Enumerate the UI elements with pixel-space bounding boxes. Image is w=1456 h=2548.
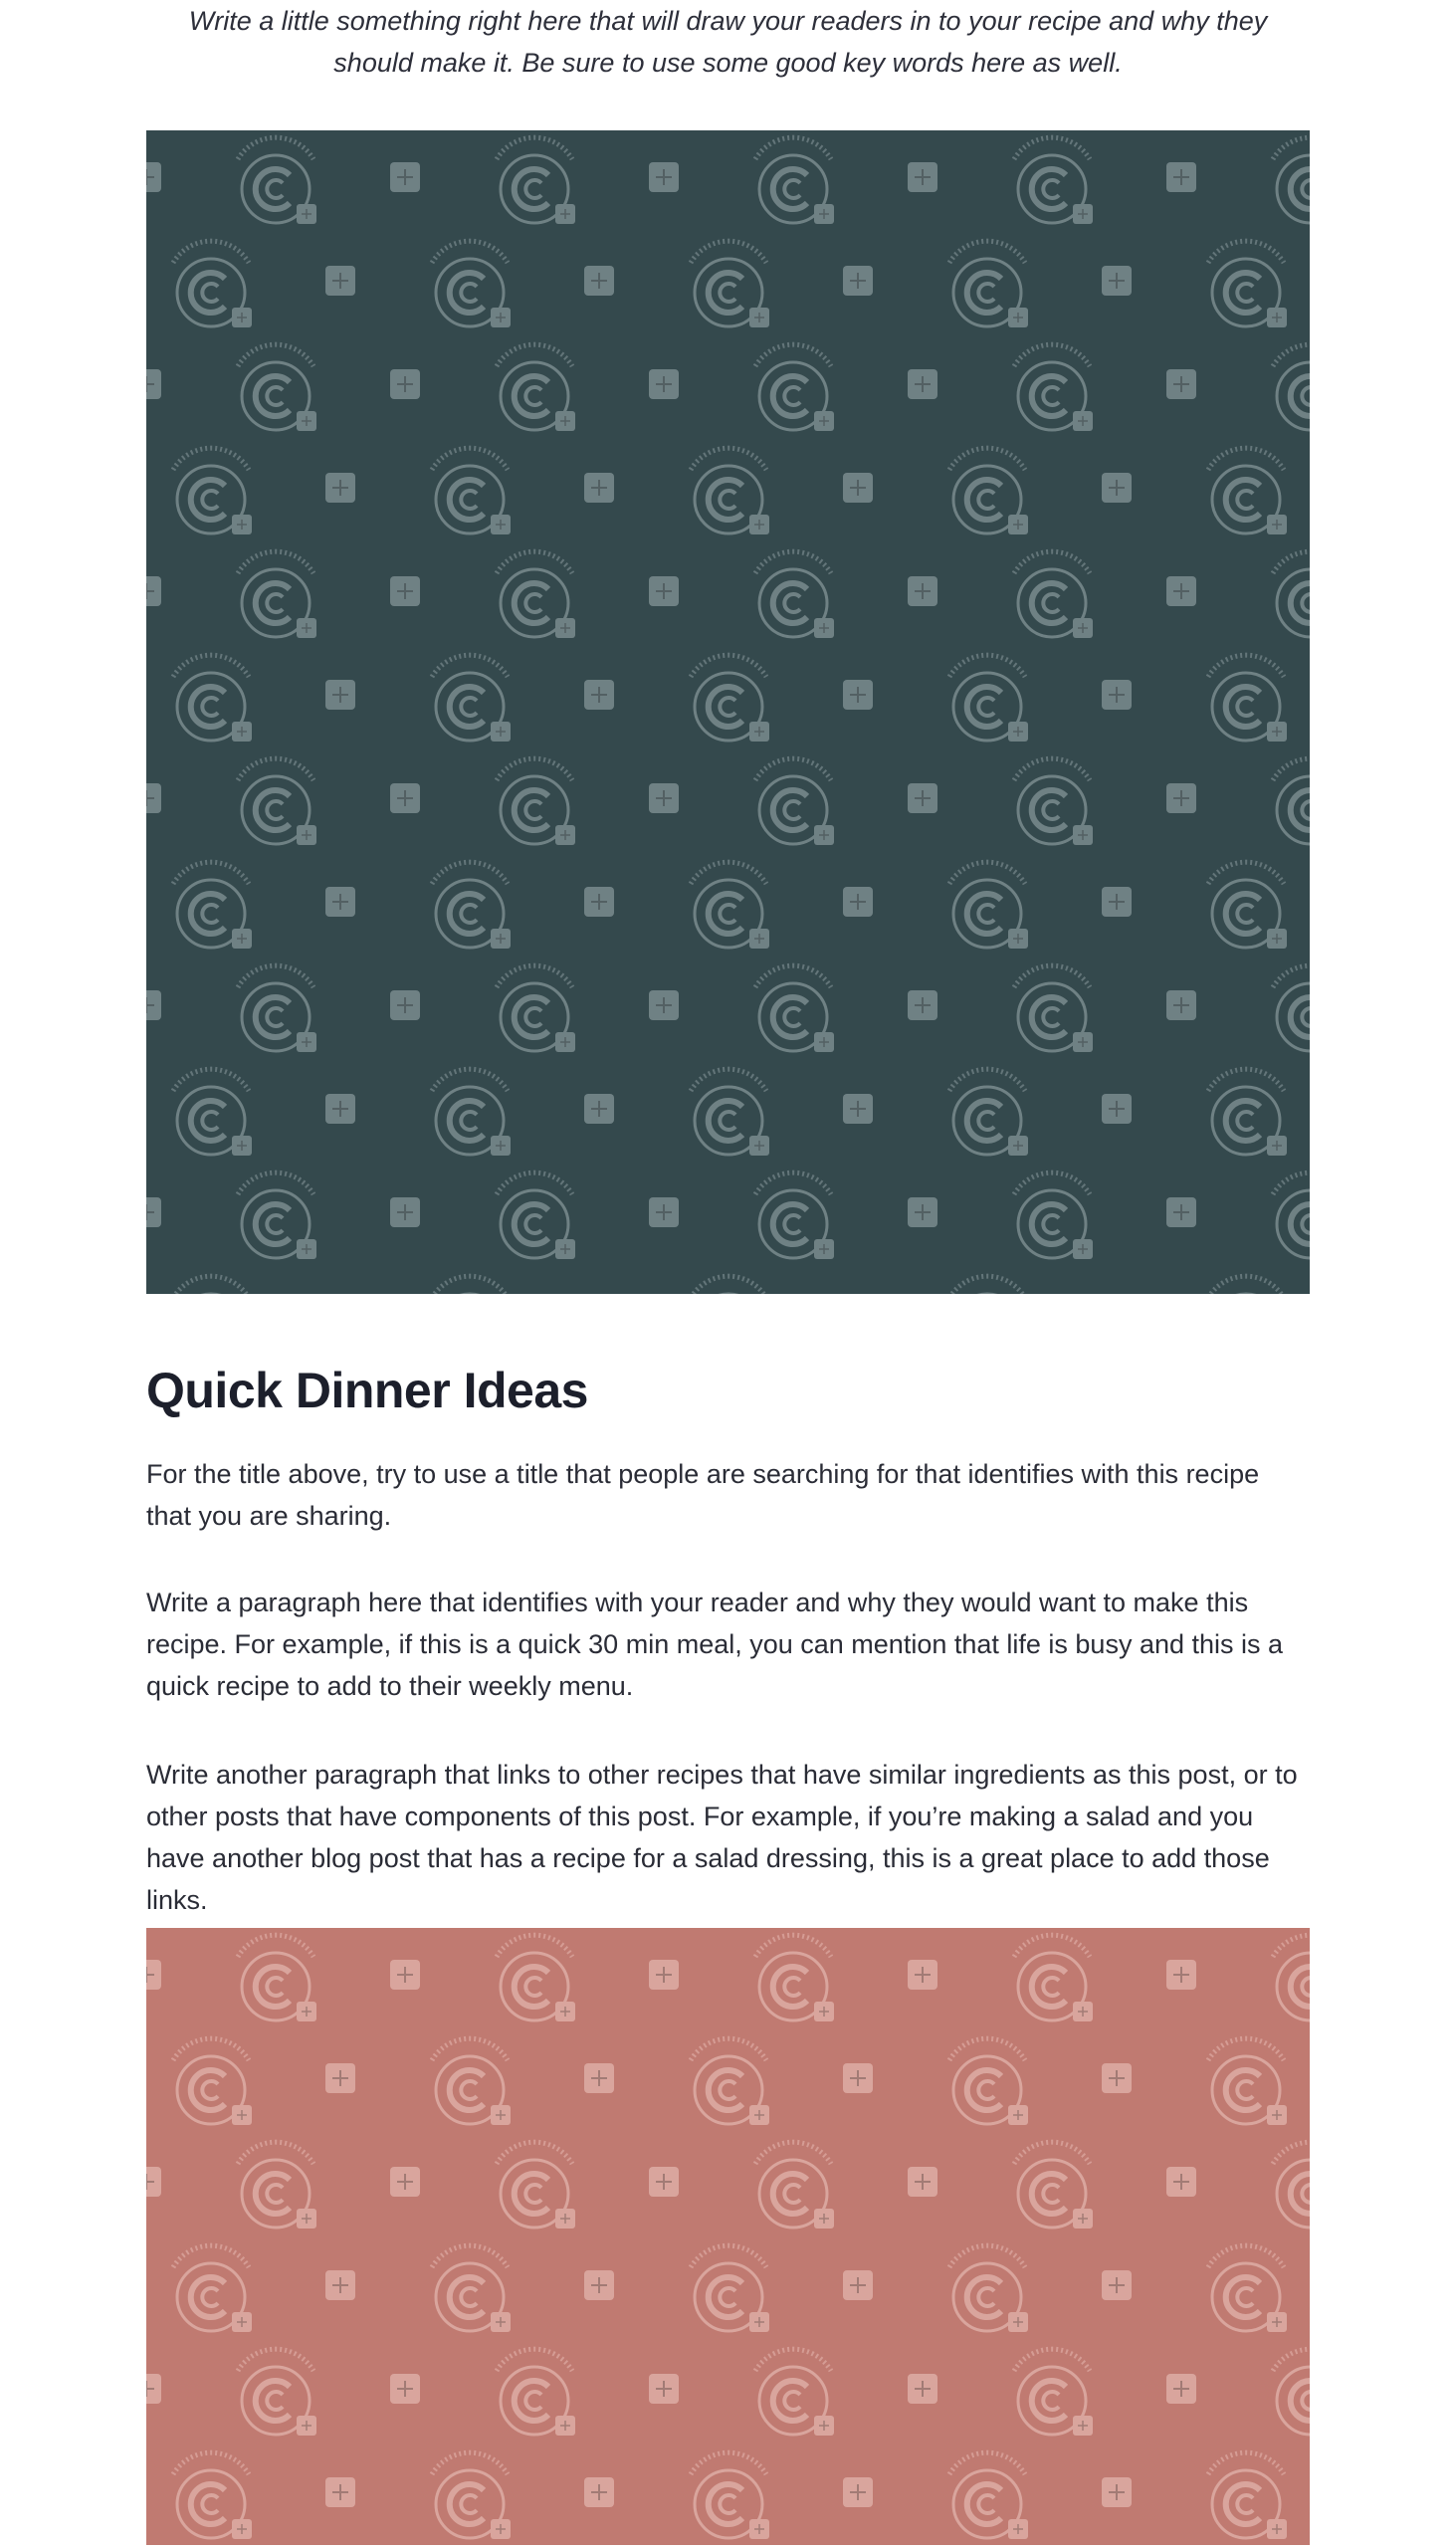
plus-square-icon	[908, 576, 937, 606]
plus-square-icon	[649, 576, 679, 606]
plus-square-icon	[390, 783, 420, 813]
plus-square-icon	[390, 1960, 420, 1990]
plus-square-icon	[843, 887, 873, 917]
plus-square-icon	[649, 1197, 679, 1227]
plus-square-icon	[584, 887, 614, 917]
plus-square-icon	[908, 1197, 937, 1227]
plus-square-icon	[584, 473, 614, 503]
plus-square-icon	[649, 2167, 679, 2197]
plus-square-icon	[325, 680, 355, 710]
plus-square-icon	[146, 1960, 161, 1990]
plus-square-icon	[325, 473, 355, 503]
plus-square-icon	[843, 266, 873, 296]
plus-square-icon	[1166, 2374, 1196, 2404]
plus-square-icon	[908, 990, 937, 1020]
watermark-pattern	[146, 1928, 1310, 2545]
plus-square-icon	[390, 990, 420, 1020]
plus-square-icon	[584, 266, 614, 296]
recipe-image-placeholder-1	[146, 130, 1310, 1294]
plus-square-icon	[146, 783, 161, 813]
watermark-pattern	[146, 130, 1310, 1294]
plus-square-icon	[908, 162, 937, 192]
plus-square-icon	[843, 680, 873, 710]
plus-square-icon	[584, 1094, 614, 1124]
plus-square-icon	[146, 369, 161, 399]
plus-square-icon	[649, 2374, 679, 2404]
plus-square-icon	[390, 1197, 420, 1227]
recipe-intro-text: Write a little something right here that will draw your readers in to your recipe and why they should make it. Be sure to use some good key words here as well.	[188, 6, 1268, 78]
plus-square-icon	[325, 887, 355, 917]
plus-square-icon	[325, 266, 355, 296]
plus-square-icon	[649, 369, 679, 399]
plus-square-icon	[1102, 680, 1132, 710]
plus-square-icon	[1166, 783, 1196, 813]
plus-square-icon	[1102, 266, 1132, 296]
plus-square-icon	[146, 990, 161, 1020]
plus-square-icon	[146, 2374, 161, 2404]
plus-square-icon	[1166, 1960, 1196, 1990]
plus-square-icon	[1166, 162, 1196, 192]
plus-square-icon	[1166, 576, 1196, 606]
paragraph-links-tip: Write another paragraph that links to other recipes that have similar ingredients as this post, or to other posts that have components of this post. For example, if you’re making a salad and you have another blog post that has a recipe for a salad dressing, this is a great place to add those links.	[146, 1760, 1298, 1915]
plus-square-icon	[390, 369, 420, 399]
plus-square-icon	[325, 2477, 355, 2507]
plus-square-icon	[325, 1094, 355, 1124]
plus-square-icon	[584, 2063, 614, 2093]
paragraph-reader-tip: Write a paragraph here that identifies with your reader and why they would want to make this recipe. For example, if this is a quick 30 min meal, you can mention that life is busy and this is a quick recipe to add to their weekly menu.	[146, 1588, 1284, 1701]
plus-square-icon	[649, 1960, 679, 1990]
plus-square-icon	[1166, 990, 1196, 1020]
plus-square-icon	[390, 576, 420, 606]
plus-square-icon	[325, 2270, 355, 2300]
plus-square-icon	[584, 2477, 614, 2507]
plus-square-icon	[1102, 2063, 1132, 2093]
plus-square-icon	[843, 2063, 873, 2093]
plus-square-icon	[1166, 2167, 1196, 2197]
plus-square-icon	[908, 2374, 937, 2404]
plus-square-icon	[390, 2167, 420, 2197]
plus-square-icon	[390, 162, 420, 192]
plus-square-icon	[584, 680, 614, 710]
plus-square-icon	[843, 2270, 873, 2300]
plus-square-icon	[146, 576, 161, 606]
section-heading: Quick Dinner Ideas	[146, 1363, 588, 1418]
plus-square-icon	[584, 2270, 614, 2300]
plus-square-icon	[146, 162, 161, 192]
plus-square-icon	[325, 2063, 355, 2093]
plus-square-icon	[908, 2167, 937, 2197]
plus-square-icon	[649, 783, 679, 813]
plus-square-icon	[843, 2477, 873, 2507]
plus-square-icon	[146, 1197, 161, 1227]
recipe-image-placeholder-2	[146, 1928, 1310, 2545]
plus-square-icon	[1102, 473, 1132, 503]
plus-square-icon	[1102, 2270, 1132, 2300]
plus-square-icon	[146, 2167, 161, 2197]
paragraph-title-tip: For the title above, try to use a title that people are searching for that identifies with this recipe that you are sharing.	[146, 1459, 1260, 1531]
plus-square-icon	[1166, 1197, 1196, 1227]
plus-square-icon	[908, 369, 937, 399]
plus-square-icon	[843, 1094, 873, 1124]
plus-square-icon	[908, 783, 937, 813]
plus-square-icon	[649, 990, 679, 1020]
image-background	[146, 130, 1310, 1294]
plus-square-icon	[843, 473, 873, 503]
plus-square-icon	[649, 162, 679, 192]
plus-square-icon	[1166, 369, 1196, 399]
plus-square-icon	[1102, 887, 1132, 917]
plus-square-icon	[1102, 1094, 1132, 1124]
plus-square-icon	[908, 1960, 937, 1990]
plus-square-icon	[390, 2374, 420, 2404]
plus-square-icon	[1102, 2477, 1132, 2507]
